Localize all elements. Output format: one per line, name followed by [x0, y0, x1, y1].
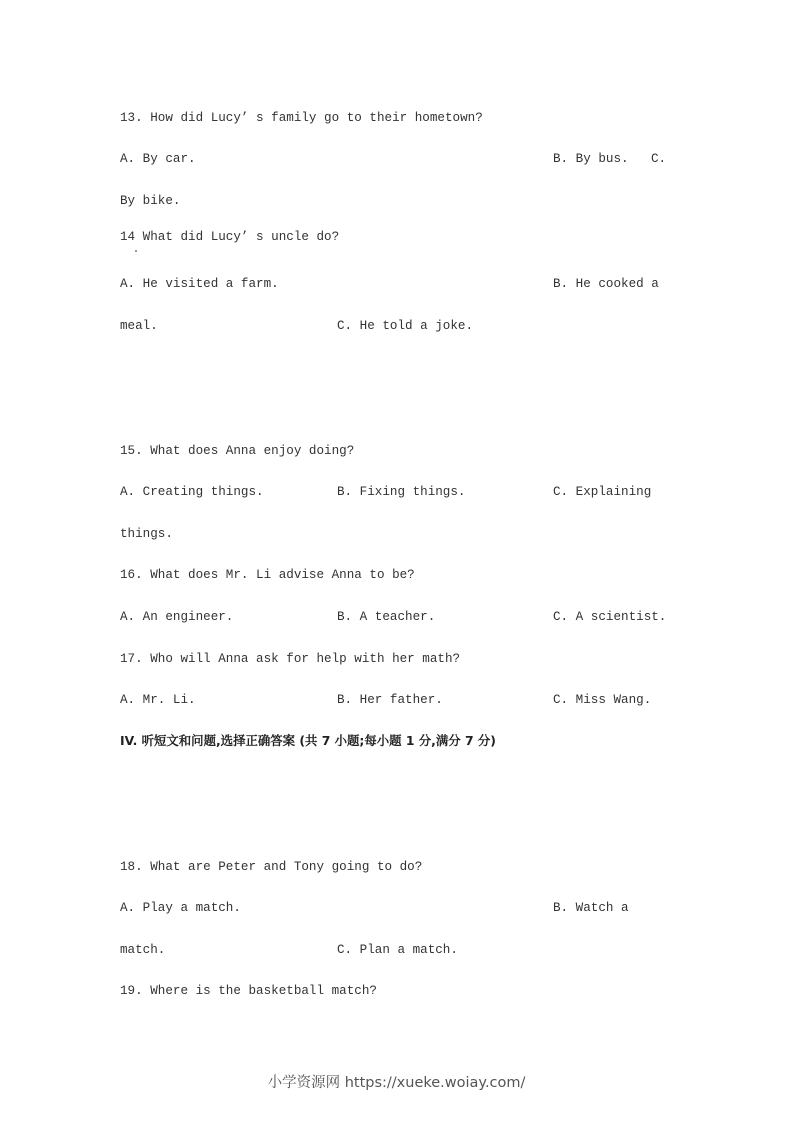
q15-option-c-continued: things.: [120, 527, 173, 541]
question-19: 19. Where is the basketball match?: [120, 984, 377, 998]
q13-option-c-text: By bike.: [120, 194, 181, 208]
q16-option-c: C. A scientist.: [553, 610, 667, 624]
q16-option-b: B. A teacher.: [337, 610, 436, 624]
question-18: 18. What are Peter and Tony going to do?: [120, 860, 423, 874]
q18-option-b-continued: match.: [120, 943, 166, 957]
q13-option-b: B. By bus.: [553, 152, 629, 166]
question-13: 13. How did Lucy’ s family go to their hometown?: [120, 111, 483, 125]
section-iv-heading: IV. 听短文和问题,选择正确答案 (共 7 小题;每小题 1 分,满分 7 分): [120, 733, 496, 748]
question-14: 14 What did Lucy’ s uncle do?: [120, 230, 340, 244]
q13-option-c-label: C.: [651, 152, 667, 166]
q13-option-a: A. By car.: [120, 152, 196, 166]
q17-option-b: B. Her father.: [337, 693, 443, 707]
question-15: 15. What does Anna enjoy doing?: [120, 444, 355, 458]
q18-option-b: B. Watch a: [553, 901, 629, 915]
q14-option-c: C. He told a joke.: [337, 319, 474, 333]
q18-option-c: C. Plan a match.: [337, 943, 458, 957]
q15-option-b: B. Fixing things.: [337, 485, 466, 499]
question-17: 17. Who will Anna ask for help with her math?: [120, 652, 461, 666]
q18-option-a: A. Play a match.: [120, 901, 241, 915]
stray-mark: [135, 250, 137, 252]
q17-option-a: A. Mr. Li.: [120, 693, 196, 707]
q14-option-b-continued: meal.: [120, 319, 158, 333]
q14-option-a: A. He visited a farm.: [120, 277, 279, 291]
question-16: 16. What does Mr. Li advise Anna to be?: [120, 568, 415, 582]
q16-option-a: A. An engineer.: [120, 610, 234, 624]
q14-option-b: B. He cooked a: [553, 277, 659, 291]
q15-option-a: A. Creating things.: [120, 485, 264, 499]
q15-option-c: C. Explaining: [553, 485, 652, 499]
footer-watermark: 小学资源网 https://xueke.woiay.com/: [267, 1075, 526, 1091]
q17-option-c: C. Miss Wang.: [553, 693, 652, 707]
